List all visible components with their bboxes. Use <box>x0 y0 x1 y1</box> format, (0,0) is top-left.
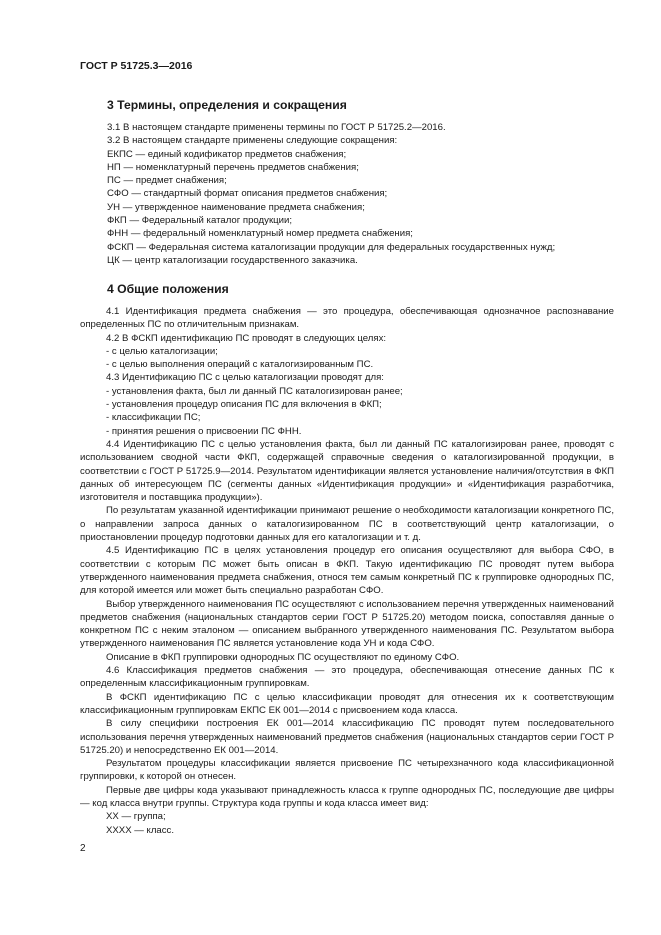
paragraph-4-4: 4.4 Идентификацию ПС с целью установления факта, был ли данный ПС каталогизирован ранее, проводят с использованием сводной части ФКП, содержащей справочные сведения о каталогизированной продукции, в соответствии с ГОСТ Р 51725.9—2014. Результатом идентификации является установление наличия/отсутствия в ФКП данных об интересующем ПС (сегменты данных «Идентификация продукции» и «Идентификация разработчика, изготовителя и поставщика продукции»). <box>80 438 614 504</box>
abbreviation-item: ЕКПС — единый кодификатор предметов снабжения; <box>107 148 347 160</box>
section-3-line: 3.1 В настоящем стандарте применены термины по ГОСТ Р 51725.2—2016. <box>107 122 446 133</box>
abbreviation-item: УН — утвержденное наименование предмета снабжения; <box>107 201 365 213</box>
abbreviation-item: ФСКП — Федеральная система каталогизации продукции для федеральных государственных нужд; <box>107 241 556 253</box>
abbreviation-item: СФО — стандартный формат описания предметов снабжения; <box>107 188 388 200</box>
page-number: 2 <box>80 843 86 854</box>
list-item: 4.2 В ФСКП идентификацию ПС проводят в следующих целях: <box>106 332 387 344</box>
list-item: - с целью выполнения операций с каталогизированным ПС. <box>106 359 374 371</box>
code-structure-list <box>80 810 614 837</box>
section-3-line: 3.2 В настоящем стандарте применены следующие сокращения: <box>107 135 398 147</box>
paragraph-4-5-selection: Выбор утвержденного наименования ПС осуществляют с использованием перечня утвержденных наименований предметов снабжения (национальных стандартов серии ГОСТ Р 51725.20) методом поиска, сопоставляя данные о конкретном ПС с неким эталоном — описанием выбранного утвержденного наименования ПС. Результатом выбора утвержденного наименования ПС является установление кода УН и кода СФО. <box>80 598 614 650</box>
list-item: - с целью каталогизации; <box>106 345 218 357</box>
paragraph-4-5-description: Описание в ФКП группировки однородных ПС осуществляют по единому СФО. <box>106 651 460 663</box>
paragraph-4-6-code-structure: Первые две цифры кода указывают принадлежность класса к группе однородных ПС, последующие две цифры — код класса внутри группы. Структура кода группы и кода класса имеет вид: <box>80 784 614 809</box>
section-4-body <box>80 305 614 837</box>
abbreviation-item: ПС — предмет снабжения; <box>107 175 227 187</box>
abbreviation-item: ФНН — федеральный номенклатурный номер предмета снабжения; <box>107 228 413 240</box>
list-item: - классификации ПС; <box>106 412 201 424</box>
paragraph-4-6-fskp: В ФСКП идентификацию ПС с целью классификации проводят для отнесения их к соответствующим классификационным группировкам ЕКПС ЕК 001—2014 с присвоением кода класса. <box>80 691 614 716</box>
paragraph-4-6: 4.6 Классификация предметов снабжения — это процедура, обеспечивающая отнесение данных ПС к определенным классификационным группировкам. <box>80 665 614 690</box>
purpose-list <box>80 332 614 438</box>
section-3-body <box>107 121 555 267</box>
list-item: - принятия решения о присвоении ПС ФНН. <box>106 425 302 437</box>
paragraph-4-4-result: По результатам указанной идентификации принимают решение о необходимости каталогизации конкретного ПС, о направлении запроса данных о каталогизированном ПС в соответствующий центр каталогизации, о приостановлении процедур подготовки данных для его каталогизации и т. д. <box>80 505 614 544</box>
list-item: - установления процедур описания ПС для включения в ФКП; <box>106 399 382 411</box>
abbreviation-item: ЦК — центр каталогизации государственного заказчика. <box>107 254 358 266</box>
abbreviation-item: ФКП — Федеральный каталог продукции; <box>107 215 293 227</box>
paragraph-4-6-result: Результатом процедуры классификации является присвоение ПС четырехзначного кода классификационной группировки, к которой он отнесен. <box>80 758 614 783</box>
section-4-title: 4 Общие положения <box>107 282 229 296</box>
section-3-title: 3 Термины, определения и сокращения <box>107 98 347 112</box>
code-item: ХХХХ — класс. <box>106 824 175 836</box>
paragraph-4-6-specifics: В силу специфики построения ЕК 001—2014 классификацию ПС проводят путем последовательного использования перечня утвержденных наименований предметов снабжения (национальных стандартов серии ГОСТ Р 51725.20) и непосредственно ЕК 001—2014. <box>80 718 614 756</box>
paragraph-4-5: 4.5 Идентификацию ПС в целях установления процедур его описания осуществляют для выбора СФО, в соответствии с которым ПС может быть описан в ФКП. Такую идентификацию ПС проводят путем выбора утвержденного наименования предмета снабжения, относя тем самым конкретный ПС к группировке однородных ПС, для которой имеется или может быть специально разработан СФО. <box>80 545 614 597</box>
list-item: 4.3 Идентификацию ПС с целью каталогизации проводят для: <box>106 372 384 384</box>
code-item: ХХ — группа; <box>106 811 166 823</box>
document-header: ГОСТ Р 51725.3—2016 <box>80 60 193 72</box>
list-item: - установления факта, был ли данный ПС каталогизирован ранее; <box>106 385 403 397</box>
abbreviation-item: НП — номенклатурный перечень предметов снабжения; <box>107 161 359 173</box>
paragraph-4-1: 4.1 Идентификация предмета снабжения — это процедура, обеспечивающая однозначное распознавание определенных ПС по отличительным признакам. <box>80 306 614 331</box>
